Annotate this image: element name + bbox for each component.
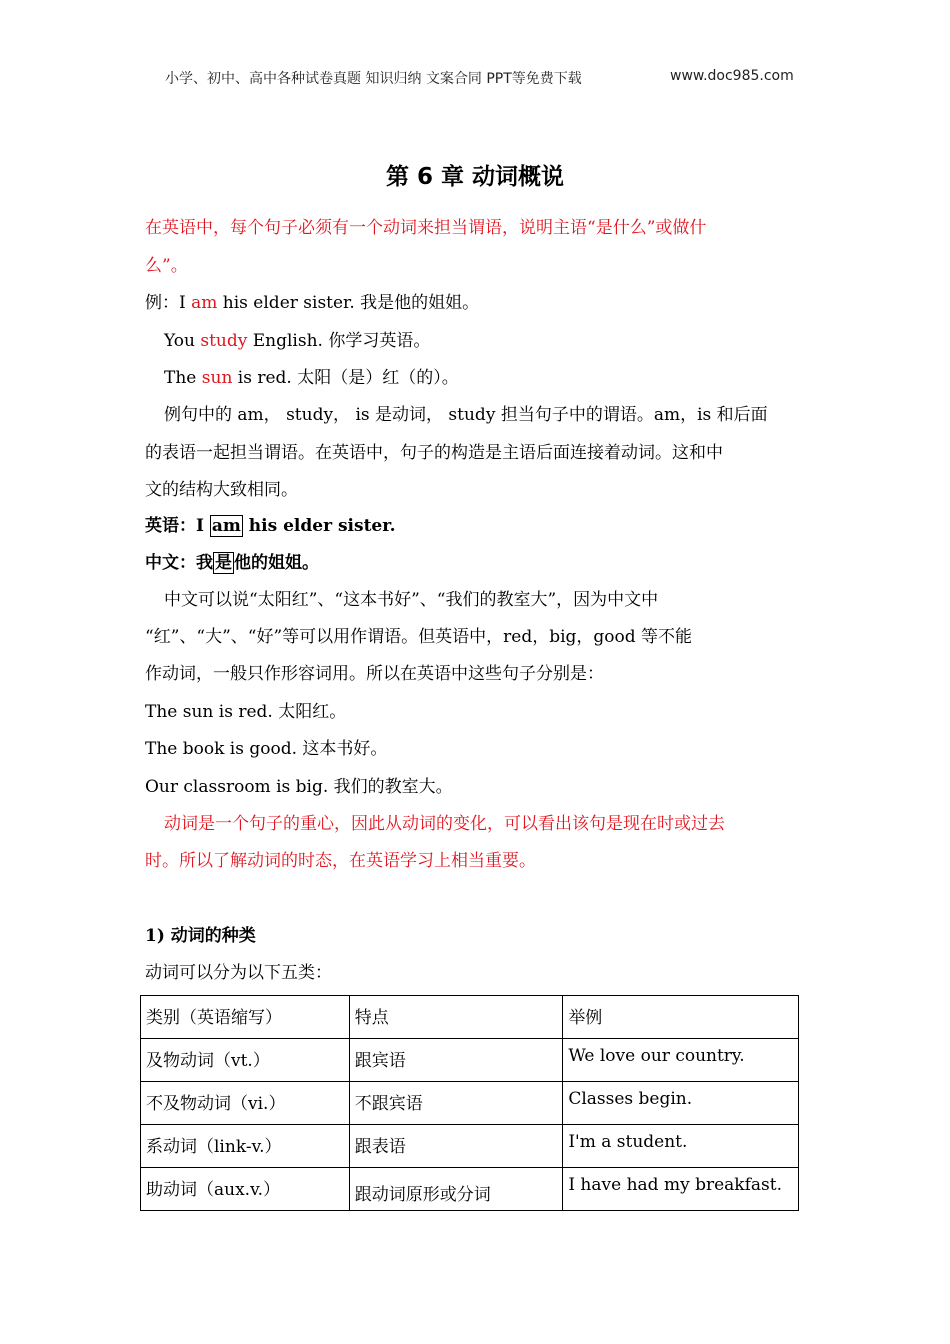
chapter-title: 第 6 章 动词概说	[385, 164, 565, 190]
sentence-3: Our classroom is big. 我们的教室大。	[145, 777, 453, 797]
intro-line-1: 在英语中，每个句子必须有一个动词来担当谓语，说明主语“是什么”或做什	[145, 218, 707, 238]
table-cell: 助动词（aux.v.）	[141, 1168, 350, 1211]
example-3	[164, 366, 459, 390]
example-1	[145, 291, 479, 315]
example-1-prefix: 例：I	[145, 293, 192, 313]
importance-line-2: 时。所以了解动词的时态，在英语学习上相当重要。	[145, 851, 536, 871]
table-row	[141, 1082, 799, 1125]
chinese-note-line-2: “红”、“大”、“好”等可以用作谓语。但英语中，red，big，good 等不能	[145, 627, 693, 647]
example-1-verb: am	[191, 293, 218, 313]
section-lead: 动词可以分为以下五类：	[145, 963, 332, 983]
example-1-rest: his elder sister. 我是他的姐姐。	[217, 293, 480, 313]
table-header-cell: 特点	[349, 996, 563, 1039]
sentence-2: The book is good. 这本书好。	[145, 739, 388, 759]
importance-line-1: 动词是一个句子的重心，因此从动词的变化，可以看出该句是现在时或过去	[164, 814, 725, 834]
example-3-rest: is red. 太阳（是）红（的）。	[232, 368, 459, 388]
explain-line-2: 的表语一起担当谓语。在英语中，句子的构造是主语后面连接着动词。这和中	[145, 443, 723, 463]
sentence-1: The sun is red. 太阳红。	[145, 702, 347, 722]
table-cell: Classes begin.	[563, 1082, 799, 1125]
table-cell: 不及物动词（vi.）	[141, 1082, 350, 1125]
example-2-rest: English. 你学习英语。	[247, 331, 431, 351]
table-cell: 不跟宾语	[349, 1082, 563, 1125]
example-2-verb: study	[200, 331, 248, 351]
english-label: 英语：I	[145, 516, 210, 536]
table-cell: I have had my breakfast.	[563, 1168, 799, 1211]
table-cell: We love our country.	[563, 1039, 799, 1082]
table-row	[141, 1168, 799, 1211]
intro-line-2: 么”。	[145, 256, 188, 276]
chinese-rest: 他的姐姐。	[234, 553, 319, 573]
chinese-note-line-1: 中文可以说“太阳红”、“这本书好”、“我们的教室大”，因为中文中	[164, 590, 659, 610]
section-heading: 1) 动词的种类	[145, 926, 256, 946]
example-2	[164, 329, 430, 353]
english-rest: his elder sister.	[242, 516, 396, 536]
english-boxed-verb: am	[211, 516, 241, 536]
table-header-cell: 举例	[563, 996, 799, 1039]
example-2-prefix: You	[164, 331, 201, 351]
table-row	[141, 1125, 799, 1168]
table-cell: 跟宾语	[349, 1039, 563, 1082]
chinese-label: 中文：我	[145, 553, 213, 573]
table-header-row	[141, 996, 799, 1039]
table-cell: 及物动词（vt.）	[141, 1039, 350, 1082]
chinese-note-line-3: 作动词，一般只作形容词用。所以在英语中这些句子分别是：	[145, 664, 604, 684]
header-website[interactable]: www.doc985.com	[670, 68, 794, 84]
example-3-verb: sun	[201, 368, 233, 388]
chinese-boxed-verb: 是	[215, 553, 232, 573]
table-cell: 跟动词原形或分词	[349, 1168, 563, 1211]
explain-line-1: 例句中的 am， study， is 是动词， study 担当句子中的谓语。am，is 和后面	[164, 405, 768, 425]
table-cell: 系动词（link-v.）	[141, 1125, 350, 1168]
verb-types-table	[140, 995, 799, 1211]
chinese-compare	[145, 551, 319, 575]
header-left-text: 小学、初中、高中各种试卷真题 知识归纳 文案合同 PPT等免费下载	[165, 71, 582, 87]
english-compare	[145, 514, 396, 538]
explain-line-3: 文的结构大致相同。	[145, 480, 298, 500]
table-header-cell: 类别（英语缩写）	[141, 996, 350, 1039]
table-row	[141, 1039, 799, 1082]
example-3-prefix: The	[164, 368, 202, 388]
table-cell: 跟表语	[349, 1125, 563, 1168]
table-cell: I'm a student.	[563, 1125, 799, 1168]
